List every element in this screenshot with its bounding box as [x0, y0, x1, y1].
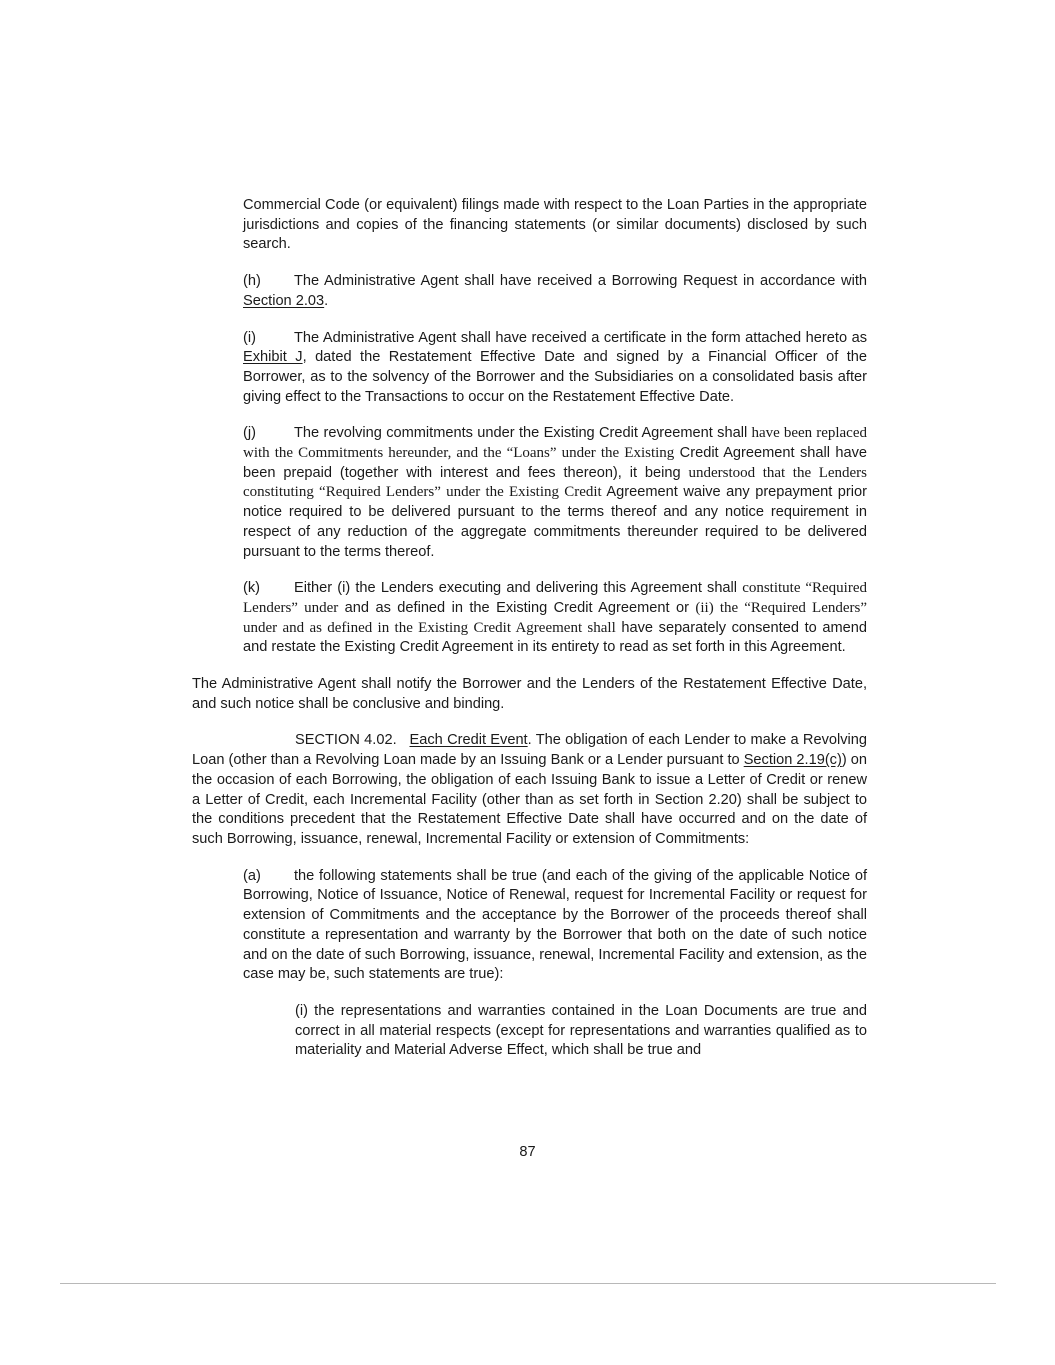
page-number: 87 — [519, 1144, 536, 1160]
clause-label-i: (i) — [243, 329, 256, 346]
paragraph-g-continued: Commercial Code (or equivalent) filings made with respect to the Loan Parties in the appropriate jurisdictions and copies of the financing statements (or similar documents) disclosed by such search. — [243, 197, 867, 253]
paragraph-a-i: (i) the representations and warranties contained in the Loan Documents are true and correct in all material respects (except for representations and warranties qualified as to materiality and Material Adverse Effect, which shall be true and — [295, 1002, 867, 1059]
clause-label-h: (h) — [243, 273, 261, 290]
section-2-19c-link[interactable]: Section 2.19(c) — [743, 752, 842, 769]
section-4-02-paragraph: SECTION 4.02. Each Credit Event. The obligation of each Lender to make a Revolving Loan (other than a Revolving Loan made by an Issuing Bank or a Lender pursuant to Section 2.19(c)) on the occasion of each Borrowing, the obligation of each Issuing Bank to issue a Letter of Credit or renew a Letter of Credit, each Incremental Facility (other than as set forth in Section 2.20) shall be subject to the conditions precedent that the Restatement Effective Date shall have occurred and on the date of such Borrowing, issuance, renewal, Incremental Facility or extension of Commitments: — [192, 732, 867, 847]
section-title: Each Credit Event — [409, 732, 528, 749]
clause-label-k: (k) — [243, 580, 261, 597]
paragraph-h: (h) The Administrative Agent shall have received a Borrowing Request in accordance with Section 2.03. — [243, 273, 867, 309]
page-divider — [60, 1283, 996, 1284]
clause-label-j: (j) — [243, 425, 256, 442]
paragraph-j: (j) The revolving commitments under the Existing Credit Agreement shall have been replaced with the Commitments hereunder, and the “Loans” under the Existing Credit Agreement shall have been prepaid (together with interest and fees thereon), it being understood that the Lenders constituting “Required Lenders” under the Existing Credit Agreement waive any prepayment prior notice required to be delivered pursuant to the terms thereof and any notice requirement in respect of any reduction of the aggregate commitments thereunder required to be delivered pursuant to the terms thereof. — [243, 425, 868, 560]
paragraph-k: (k) Either (i) the Lenders executing and delivering this Agreement shall constitute “Required Lenders” under and as defined in the Existing Credit Agreement or (ii) the “Required Lenders” under and as defined in the Existing Credit Agreement shall have separately consented to amend and restate the Existing Credit Agreement in its entirety to read as set forth in this Agreement. — [243, 580, 867, 656]
paragraph-i: (i) The Administrative Agent shall have received a certificate in the form attached hereto as Exhibit J, dated the Restatement Effective Date and signed by a Financial Officer of the Borrower, as to the solvency of the Borrower and the Subsidiaries on a consolidated basis after giving effect to the Transactions to occur on the Restatement Effective Date. — [243, 329, 868, 405]
page-body — [192, 196, 867, 1061]
exhibit-j-link[interactable]: Exhibit J — [243, 349, 303, 366]
clause-label-a: (a) — [243, 867, 261, 884]
paragraph-a: (a) the following statements shall be true (and each of the giving of the applicable Notice of Borrowing, Notice of Issuance, Notice of Renewal, request for Incremental Facility or request for extension of Commitments and the acceptance by the Borrower of the proceeds thereof shall constitute a representation and warranty by the Borrower that both on the date of such notice and on the date of such Borrowing, issuance, renewal, Incremental Facility and extension, as the case may be, such statements are true): — [243, 867, 867, 983]
paragraph-notify: The Administrative Agent shall notify the Borrower and the Lenders of the Restatement Effective Date, and such notice shall be conclusive and binding. — [192, 676, 867, 712]
section-2-03-link[interactable]: Section 2.03 — [243, 292, 325, 309]
section-number: SECTION 4.02. — [295, 732, 397, 749]
